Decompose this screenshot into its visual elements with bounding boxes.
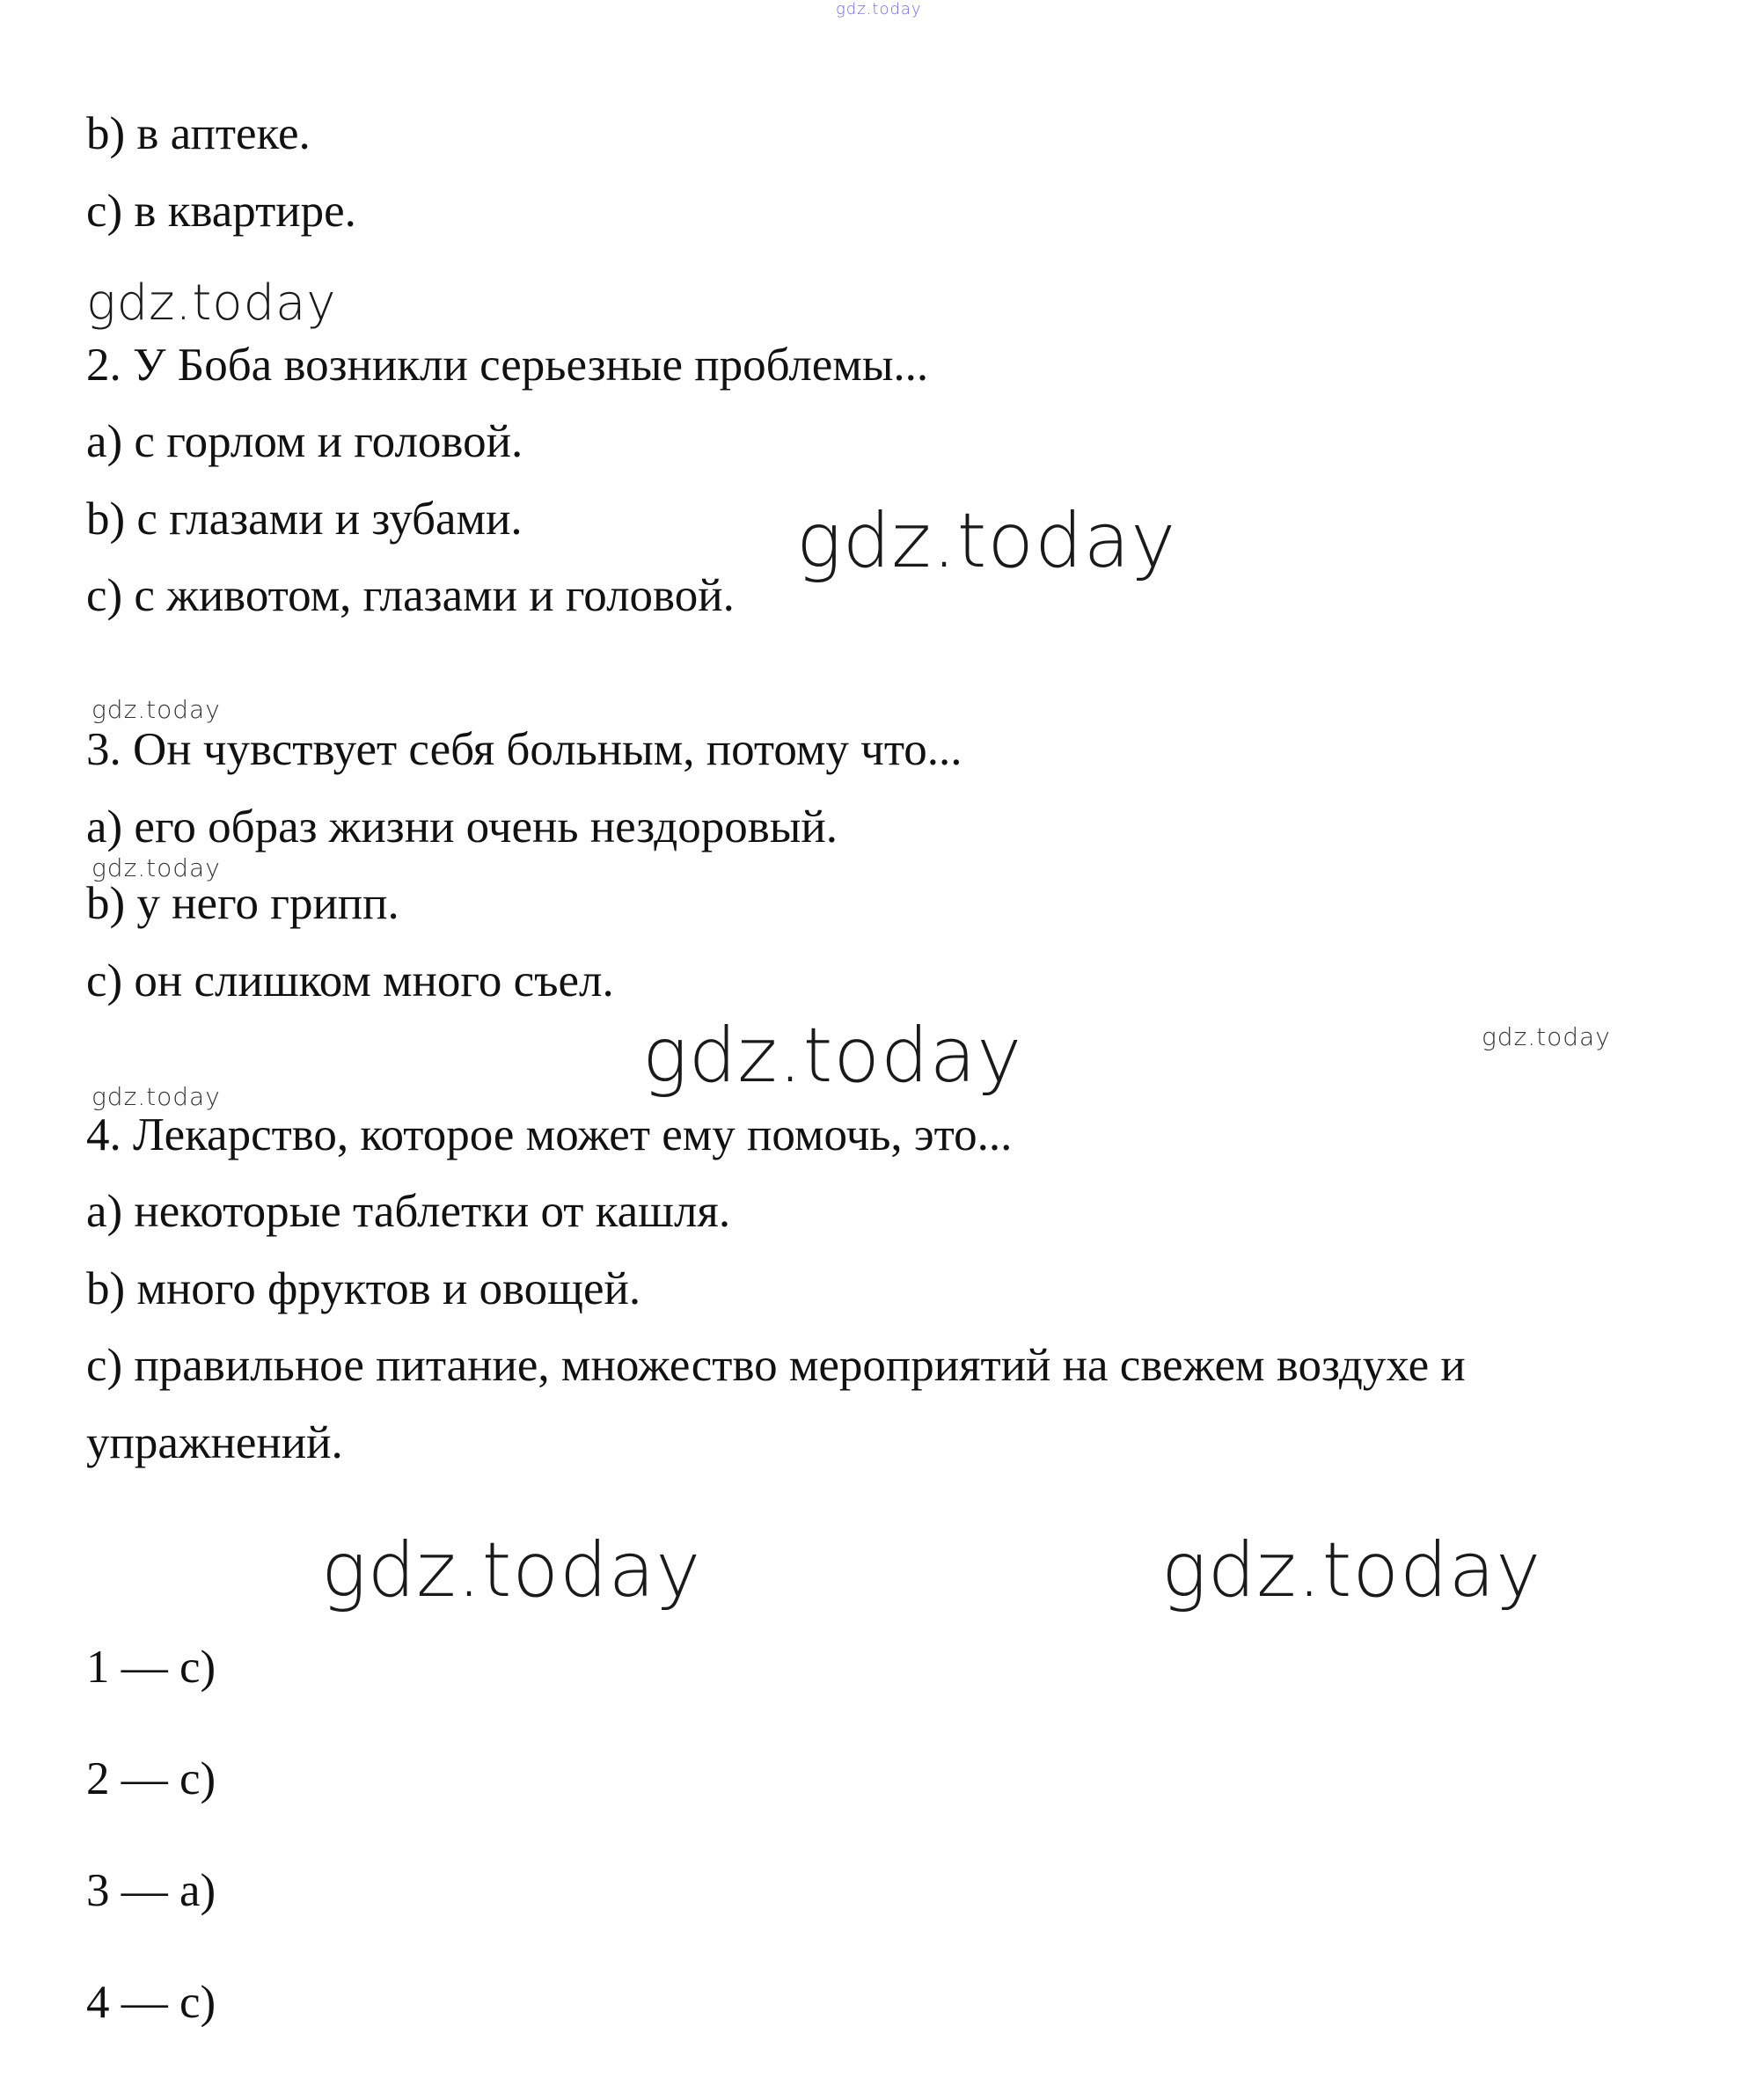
question4-option-c: c) правильное питание, множество мероприятий на свежем воздухе и — [86, 1340, 1466, 1391]
answer-item: 3 — a) — [86, 1865, 216, 1916]
question4-option-a: a) некоторые таблетки от кашля. — [86, 1186, 731, 1237]
question3-option-c: c) он слишком много съел. — [86, 955, 614, 1006]
watermark: gdz.today — [91, 1082, 221, 1111]
answer-item: 1 — c) — [86, 1642, 216, 1693]
answer-item: 2 — c) — [86, 1753, 216, 1804]
watermark-top: gdz.today — [836, 0, 922, 18]
answer-item: 4 — c) — [86, 1977, 216, 2028]
watermark: gdz.today — [91, 695, 221, 724]
question2-title: 2. У Боба возникли серьезные проблемы... — [86, 340, 929, 391]
question3-option-b: b) у него грипп. — [86, 878, 399, 929]
watermark: gdz.today — [796, 497, 1177, 585]
watermark: gdz.today — [86, 274, 337, 332]
question3-option-a: a) его образ жизни очень нездоровый. — [86, 801, 838, 852]
watermark: gdz.today — [1161, 1526, 1542, 1614]
question4-title: 4. Лекарство, которое может ему помочь, это... — [86, 1109, 1013, 1160]
question1-option-c: c) в квартире. — [86, 186, 356, 237]
question4-option-b: b) много фруктов и овощей. — [86, 1263, 641, 1314]
question2-option-c: c) с животом, глазами и головой. — [86, 570, 735, 621]
question2-option-a: a) с горлом и головой. — [86, 416, 523, 467]
question1-option-b: b) в аптеке. — [86, 108, 311, 159]
question4-option-c-continuation: упражнений. — [86, 1417, 343, 1468]
watermark: gdz.today — [1482, 1022, 1611, 1051]
watermark: gdz.today — [91, 853, 221, 882]
question3-title: 3. Он чувствует себя больным, потому что... — [86, 724, 962, 775]
watermark: gdz.today — [642, 1012, 1023, 1100]
question2-option-b: b) с глазами и зубами. — [86, 494, 523, 545]
watermark: gdz.today — [321, 1526, 702, 1614]
